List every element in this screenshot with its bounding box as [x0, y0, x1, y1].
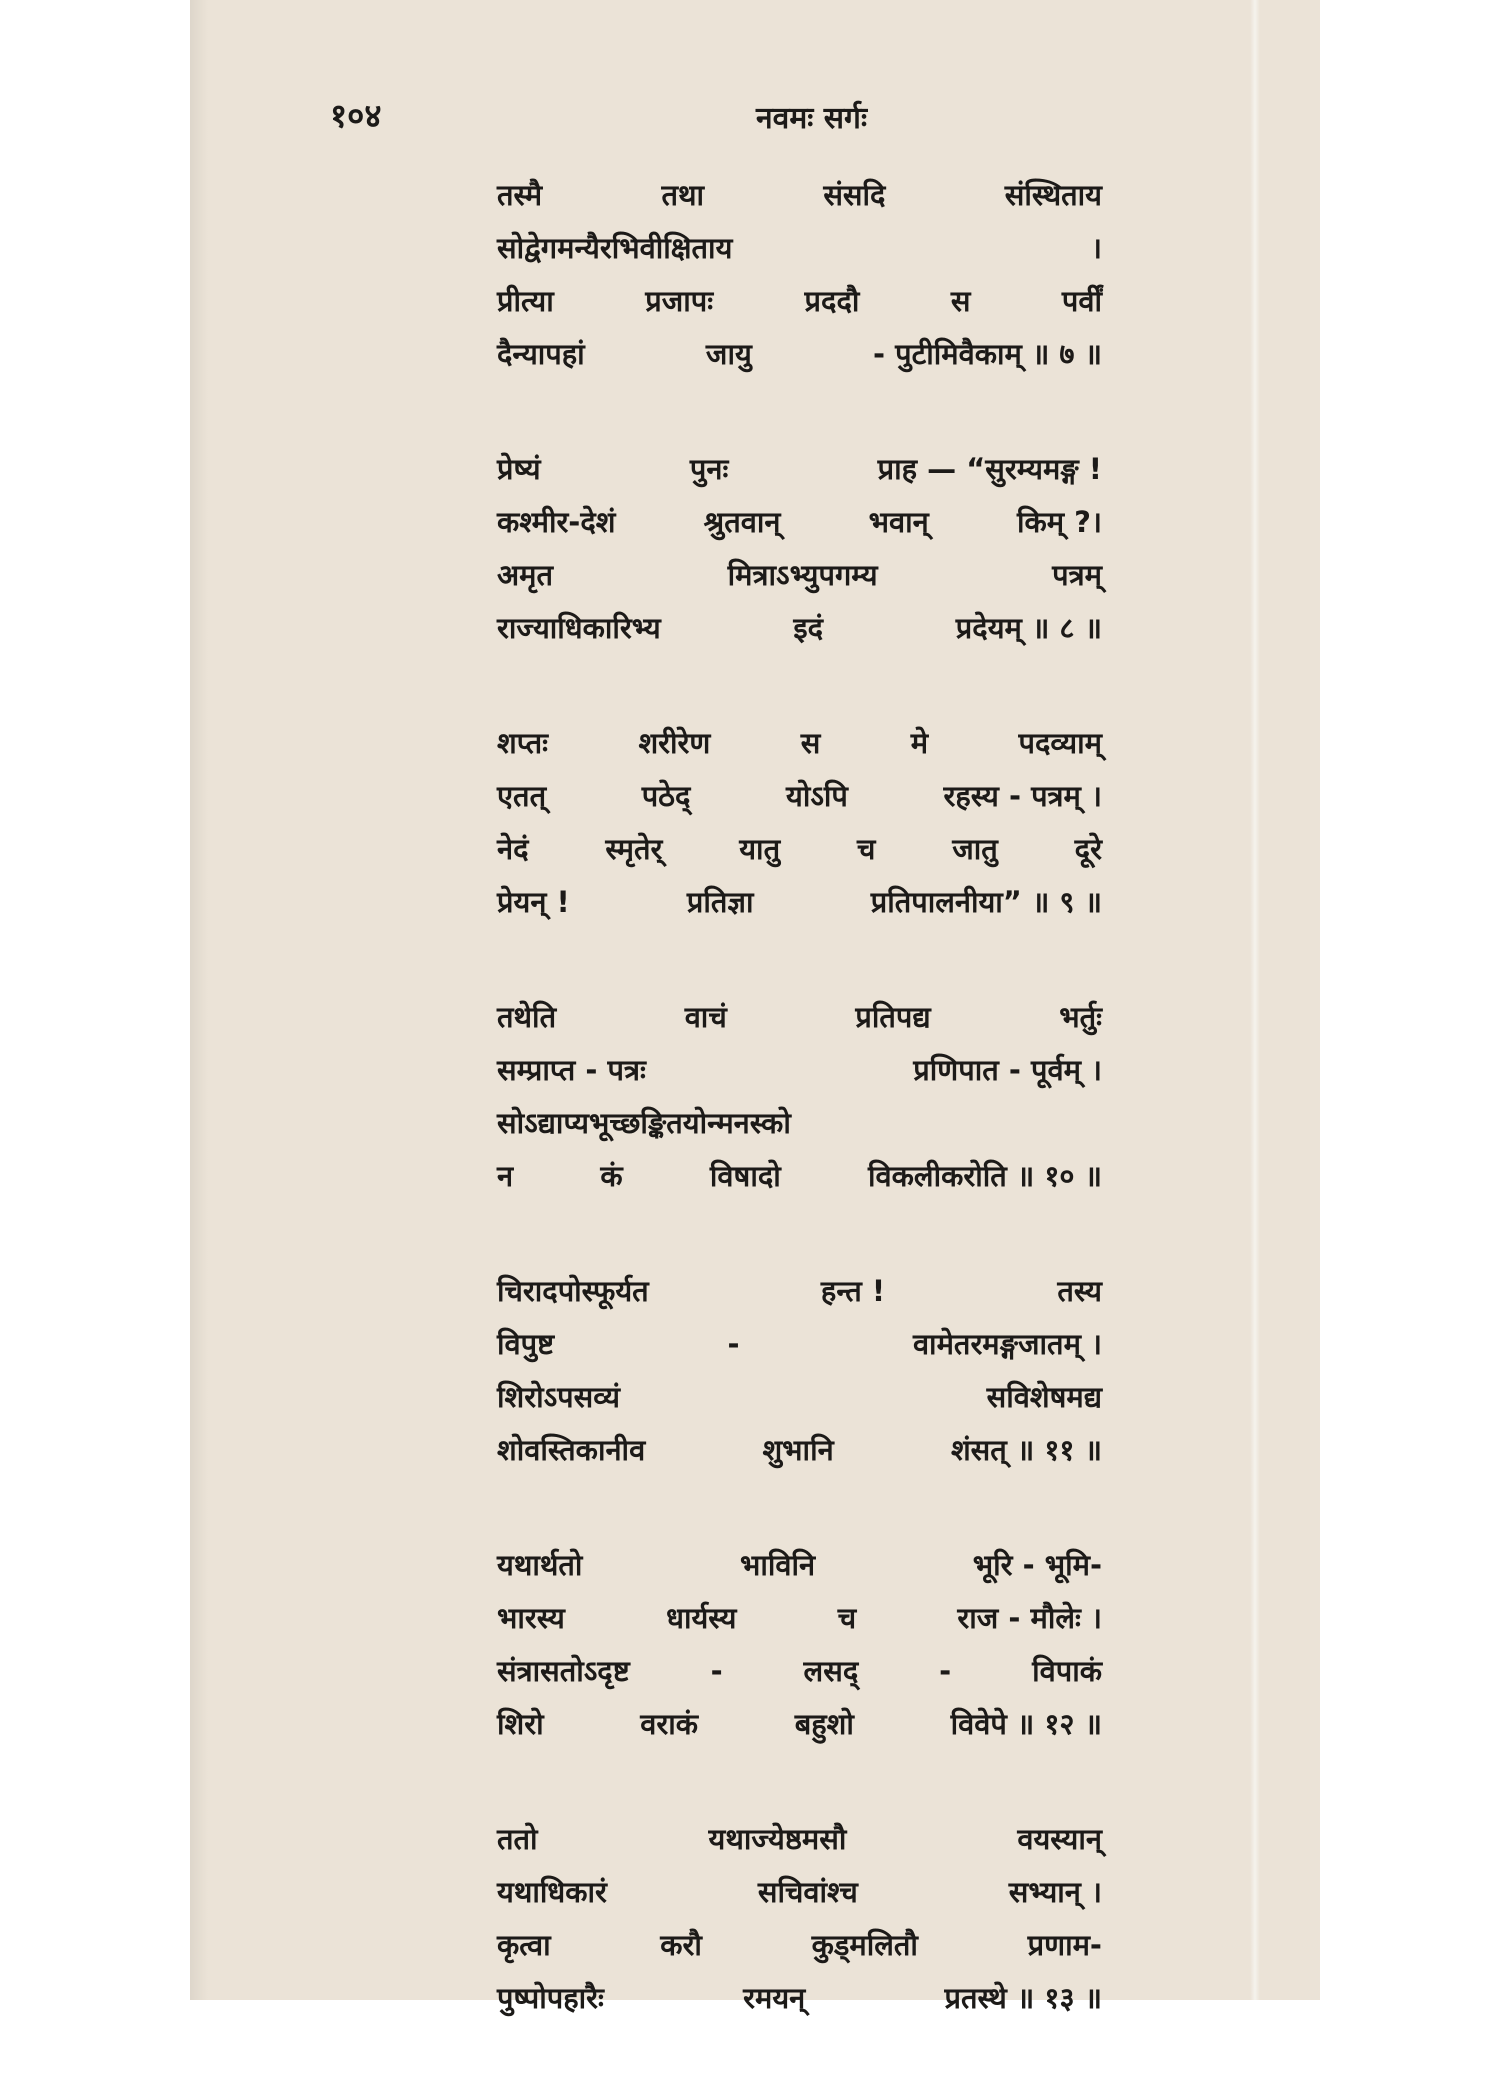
verse-word: विपुष्ट — [497, 1327, 555, 1361]
verse-line — [497, 228, 1102, 281]
verse-line — [497, 449, 1102, 502]
verse-line — [497, 175, 1102, 228]
verse-word: । — [1091, 231, 1102, 265]
verse-word: शप्तः — [497, 726, 549, 760]
verse-word: संत्रासतोऽदृष्ट — [497, 1654, 630, 1688]
verse-word: प्रेष्यं — [497, 452, 541, 486]
verse-word: एतत् — [497, 779, 547, 813]
verse-word: शंसत् ॥ ११ ॥ — [950, 1433, 1102, 1467]
verse-line — [497, 723, 1102, 776]
verse-word: यातु — [739, 832, 781, 866]
verse-line — [497, 1377, 1102, 1430]
verse-7 — [497, 1819, 1102, 2031]
verse-word: प्रदेयम् ॥ ८ ॥ — [955, 611, 1102, 645]
verse-word: शोवस्तिकानीव — [497, 1433, 646, 1467]
verse-word: शरीरेण — [638, 726, 711, 760]
verse-word: भवान् — [868, 505, 929, 539]
verse-word: मित्राऽभ्युपगम्य — [727, 558, 878, 592]
verse-word: भर्तुः — [1059, 1000, 1102, 1034]
verse-word: लसद् — [803, 1654, 859, 1688]
verse-word: विपाकं — [1032, 1654, 1102, 1688]
verse-word: शुभानि — [762, 1433, 834, 1467]
verse-word: वामेतरमङ्गजातम् । — [912, 1327, 1102, 1361]
verse-word: यथाज्येष्ठमसौ — [708, 1822, 847, 1856]
verse-word: सोऽद्याप्यभूच्छङ्कितयोन्मनस्को — [497, 1106, 791, 1140]
verse-word: कृत्वा — [497, 1928, 551, 1962]
verse-line — [497, 882, 1102, 935]
verse-line — [497, 608, 1102, 661]
verse-word: - — [710, 1654, 723, 1688]
verse-line — [497, 555, 1102, 608]
verse-word: पुष्पोपहारैः — [497, 1981, 604, 2015]
verse-word: वाचं — [684, 1000, 727, 1034]
verse-line — [497, 1925, 1102, 1978]
verse-6 — [497, 1545, 1102, 1757]
verse-line — [497, 1545, 1102, 1598]
verse-word: प्राह — “सुरम्यमङ्ग ! — [877, 452, 1102, 486]
verse-line — [497, 1430, 1102, 1483]
verse-word: शिरोऽपसव्यं — [497, 1380, 620, 1414]
verse-word: राज - मौलेः । — [957, 1601, 1102, 1635]
verse-word: पठेद् — [641, 779, 691, 813]
verse-word: करौ — [660, 1928, 702, 1962]
verse-line — [497, 997, 1102, 1050]
verse-word: विवेपे ॥ १२ ॥ — [950, 1707, 1102, 1741]
verse-line — [497, 502, 1102, 555]
verse-word: हन्त ! — [820, 1274, 886, 1308]
verse-word: योऽपि — [786, 779, 848, 813]
verse-word: तथा — [661, 178, 705, 212]
verse-word: यथाधिकारं — [497, 1875, 607, 1909]
verse-word: - पुटीमिवैकाम् ॥ ७ ॥ — [873, 337, 1102, 371]
verse-word: दैन्यापहां — [497, 337, 585, 371]
verse-word: प्रतस्थे ॥ १३ ॥ — [944, 1981, 1102, 2015]
verse-word: रमयन् — [743, 1981, 806, 2015]
verse-word: सभ्यान् । — [1008, 1875, 1102, 1909]
verse-word: कश्मीर-देशं — [497, 505, 616, 539]
verse-word: यथार्थतो — [497, 1548, 583, 1582]
verse-word: कुड्मलितौ — [811, 1928, 918, 1962]
book-page — [190, 0, 1320, 2015]
verse-word: जातु — [952, 832, 998, 866]
verse-word: स — [800, 726, 821, 760]
verse-word: शिरो — [497, 1707, 544, 1741]
verse-word: संस्थिताय — [1004, 178, 1102, 212]
verse-word: पर्वीं — [1061, 284, 1102, 318]
verse-list — [497, 175, 1102, 2093]
verse-word: सोद्वेगमन्यैरभिवीक्षिताय — [497, 231, 733, 265]
verse-word: पदव्याम् — [1018, 726, 1102, 760]
verse-word: च — [837, 1601, 857, 1635]
page-number: १०४ — [330, 96, 382, 135]
verse-word: जायु — [705, 337, 752, 371]
verse-line — [497, 1978, 1102, 2031]
verse-word: भारस्य — [497, 1601, 565, 1635]
verse-word: विकलीकरोति ॥ १० ॥ — [868, 1159, 1102, 1193]
verse-word: - — [727, 1327, 740, 1361]
verse-line — [497, 1271, 1102, 1324]
verse-word: धार्यस्य — [666, 1601, 737, 1635]
verse-line — [497, 1872, 1102, 1925]
verse-word: इदं — [793, 611, 824, 645]
verse-word: स्मृतेर् — [605, 832, 663, 866]
verse-1 — [497, 175, 1102, 387]
verse-word: वयस्यान् — [1017, 1822, 1102, 1856]
verse-word: रहस्य - पत्रम् । — [943, 779, 1102, 813]
verse-line — [497, 1651, 1102, 1704]
verse-word: प्रतिपद्य — [855, 1000, 931, 1034]
verse-word: राज्याधिकारिभ्य — [497, 611, 661, 645]
verse-word: मे — [910, 726, 929, 760]
verse-line — [497, 1598, 1102, 1651]
running-title: नवमः सर्गः — [756, 101, 868, 136]
verse-word: किम् ?। — [1016, 505, 1102, 539]
verse-5 — [497, 1271, 1102, 1483]
verse-word: पत्रम् — [1052, 558, 1102, 592]
verse-word: सविशेषमद्य — [986, 1380, 1102, 1414]
verse-2 — [497, 449, 1102, 661]
verse-word: प्रणाम- — [1027, 1928, 1102, 1962]
verse-word: पुनः — [689, 452, 729, 486]
verse-word: प्रजापः — [645, 284, 714, 318]
verse-word: प्रणिपात - पूर्वम् । — [913, 1053, 1102, 1087]
verse-word: तस्मै — [497, 178, 543, 212]
verse-word: प्रीत्या — [497, 284, 554, 318]
verse-word: बहुशो — [794, 1707, 854, 1741]
verse-word: दूरे — [1074, 832, 1102, 866]
verse-word: विषादो — [709, 1159, 781, 1193]
verse-word: प्रतिज्ञा — [686, 885, 754, 919]
verse-line — [497, 1704, 1102, 1757]
verse-word: कं — [600, 1159, 623, 1193]
verse-word: स — [950, 284, 971, 318]
verse-word: संसदि — [823, 178, 886, 212]
verse-word: वराकं — [640, 1707, 699, 1741]
verse-line — [497, 1819, 1102, 1872]
verse-line — [497, 1324, 1102, 1377]
verse-line — [497, 334, 1102, 387]
verse-line — [497, 1103, 1102, 1156]
verse-line — [497, 1050, 1102, 1103]
verse-word: भूरि - भूमि- — [972, 1548, 1102, 1582]
verse-3 — [497, 723, 1102, 935]
verse-word: सचिवांश्च — [757, 1875, 858, 1909]
verse-word: न — [497, 1159, 514, 1193]
verse-word: प्रतिपालनीया” ॥ ९ ॥ — [870, 885, 1102, 919]
verse-word: नेदं — [497, 832, 529, 866]
verse-word: चिरादपोस्फूर्यत — [497, 1274, 649, 1308]
page-fold — [1250, 0, 1260, 2000]
verse-word: - — [939, 1654, 952, 1688]
verse-word: प्रेयन् ! — [497, 885, 570, 919]
verse-word: च — [856, 832, 876, 866]
verse-word: अमृत — [497, 558, 554, 592]
verse-line — [497, 776, 1102, 829]
verse-word: श्रुतवान् — [703, 505, 781, 539]
verse-4 — [497, 997, 1102, 1209]
verse-word: भाविनि — [740, 1548, 816, 1582]
verse-word: तथेति — [497, 1000, 557, 1034]
verse-word: तस्य — [1057, 1274, 1102, 1308]
verse-line — [497, 281, 1102, 334]
verse-line — [497, 1156, 1102, 1209]
verse-word: सम्प्राप्त - पत्रः — [497, 1053, 646, 1087]
verse-word: प्रददौ — [804, 284, 860, 318]
verse-line — [497, 829, 1102, 882]
verse-word: ततो — [497, 1822, 538, 1856]
